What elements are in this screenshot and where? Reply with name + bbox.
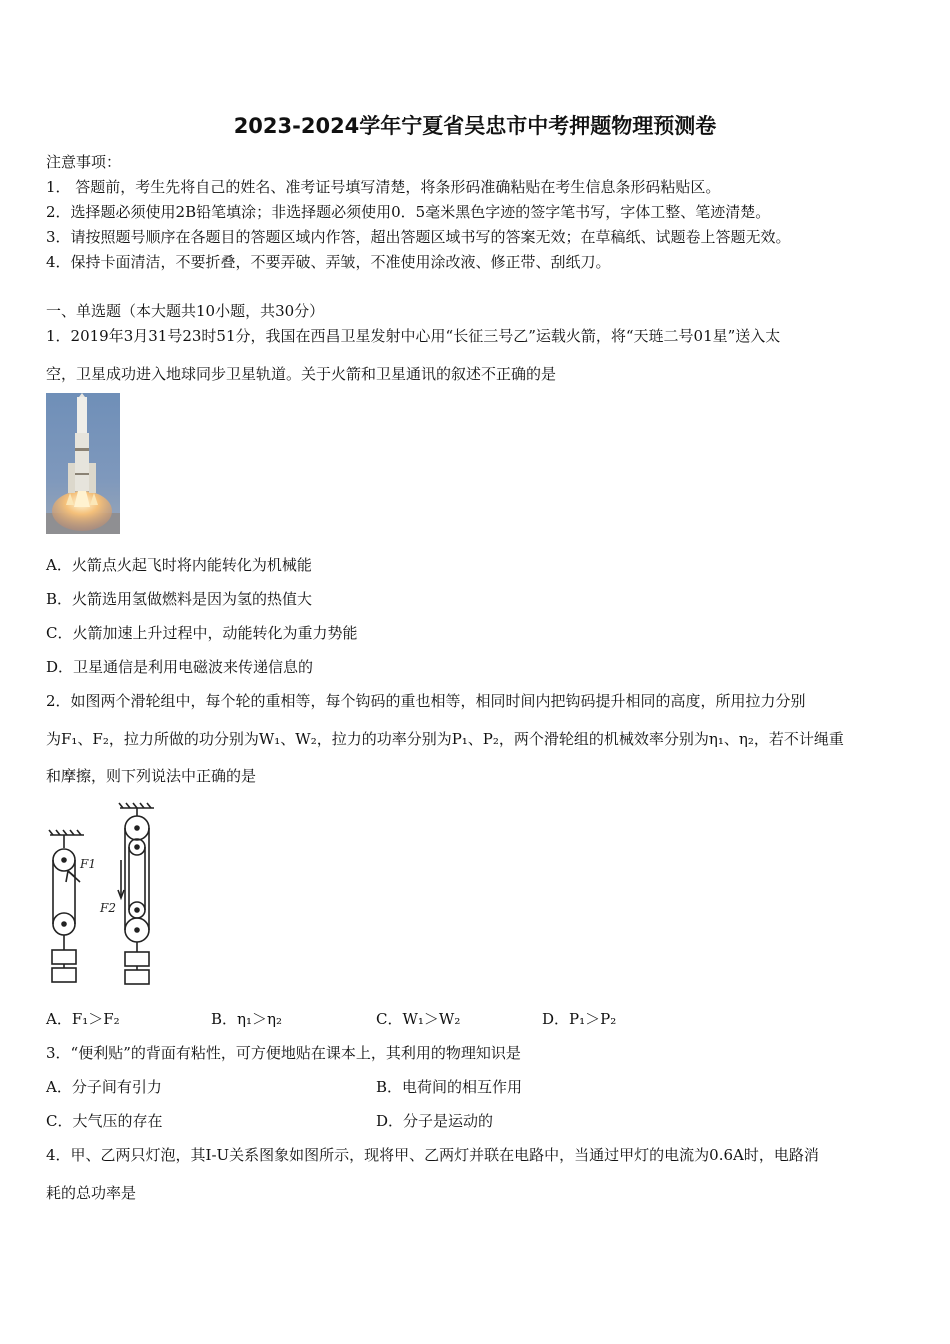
q2-option-c[interactable]: C．W₁＞W₂	[376, 1010, 461, 1028]
pulley-label-f2: F2	[100, 901, 116, 915]
q1-option-b[interactable]: B．火箭选用氢做燃料是因为氢的热值大	[46, 590, 313, 608]
section-heading: 一、单选题（本大题共10小题，共30分）	[46, 302, 325, 320]
q1-option-c[interactable]: C．火箭加速上升过程中，动能转化为重力势能	[46, 624, 358, 642]
q1-stem-line1: 1．2019年3月31号23时51分，我国在西昌卫星发射中心用“长征三号乙”运载火箭，将“天琏二号01星”送入太	[46, 327, 781, 345]
notice-item-2: 2．选择题必须使用2B铅笔填涂；非选择题必须使用0．5毫米黑色字迹的签字笔书写，字体工整、笔迹清楚。	[46, 203, 771, 221]
page-title: 2023-2024学年宁夏省吴忠市中考押题物理预测卷	[233, 114, 717, 138]
q3-option-c[interactable]: C．大气压的存在	[46, 1112, 163, 1130]
q2-stem-line2: 为F₁、F₂，拉力所做的功分别为W₁、W₂，拉力的功率分别为P₁、P₂，两个滑轮组的机械效率分别为η₁、η₂，若不计绳重	[46, 730, 844, 748]
q3-option-d[interactable]: D．分子是运动的	[376, 1112, 494, 1130]
pulley-label-f1: F1	[80, 857, 96, 871]
q2-option-a[interactable]: A．F₁＞F₂	[46, 1010, 120, 1028]
q3-stem: 3．“便利贴”的背面有粘性，可方便地贴在课本上，其利用的物理知识是	[46, 1044, 521, 1062]
rocket-launch-image	[46, 393, 120, 534]
q2-option-d[interactable]: D．P₁＞P₂	[542, 1010, 617, 1028]
q4-stem-line1: 4．甲、乙两只灯泡，其I-U关系图象如图所示，现将甲、乙两灯并联在电路中，当通过甲灯的电流为0.6A时，电路消	[46, 1146, 819, 1164]
q3-option-a[interactable]: A．分子间有引力	[46, 1078, 162, 1096]
q2-stem-line1: 2．如图两个滑轮组中，每个轮的重相等，每个钩码的重也相等，相同时间内把钩码提升相同的高度，所用拉力分别	[46, 692, 806, 710]
q1-option-a[interactable]: A．火箭点火起飞时将内能转化为机械能	[46, 556, 312, 574]
q2-stem-line3: 和摩擦，则下列说法中正确的是	[46, 767, 257, 785]
notice-heading: 注意事项：	[46, 153, 122, 171]
notice-item-4: 4．保持卡面清洁，不要折叠，不要弄破、弄皱，不准使用涂改液、修正带、刮纸刀。	[46, 253, 611, 271]
q1-stem-line2: 空，卫星成功进入地球同步卫星轨道。关于火箭和卫星通讯的叙述不正确的是	[46, 365, 557, 383]
q3-option-b[interactable]: B．电荷间的相互作用	[376, 1078, 523, 1096]
q2-option-b[interactable]: B．η₁＞η₂	[211, 1010, 283, 1028]
q1-option-d[interactable]: D．卫星通信是利用电磁波来传递信息的	[46, 658, 314, 676]
notice-item-3: 3．请按照题号顺序在各题目的答题区域内作答，超出答题区域书写的答案无效；在草稿纸、试题卷上答题无效。	[46, 228, 791, 246]
q4-stem-line2: 耗的总功率是	[46, 1184, 137, 1202]
notice-item-1: 1． 答题前，考生先将自己的姓名、准考证号填写清楚，将条形码准确粘贴在考生信息条形码粘贴区。	[46, 178, 721, 196]
pulley-system-diagram	[44, 800, 184, 995]
